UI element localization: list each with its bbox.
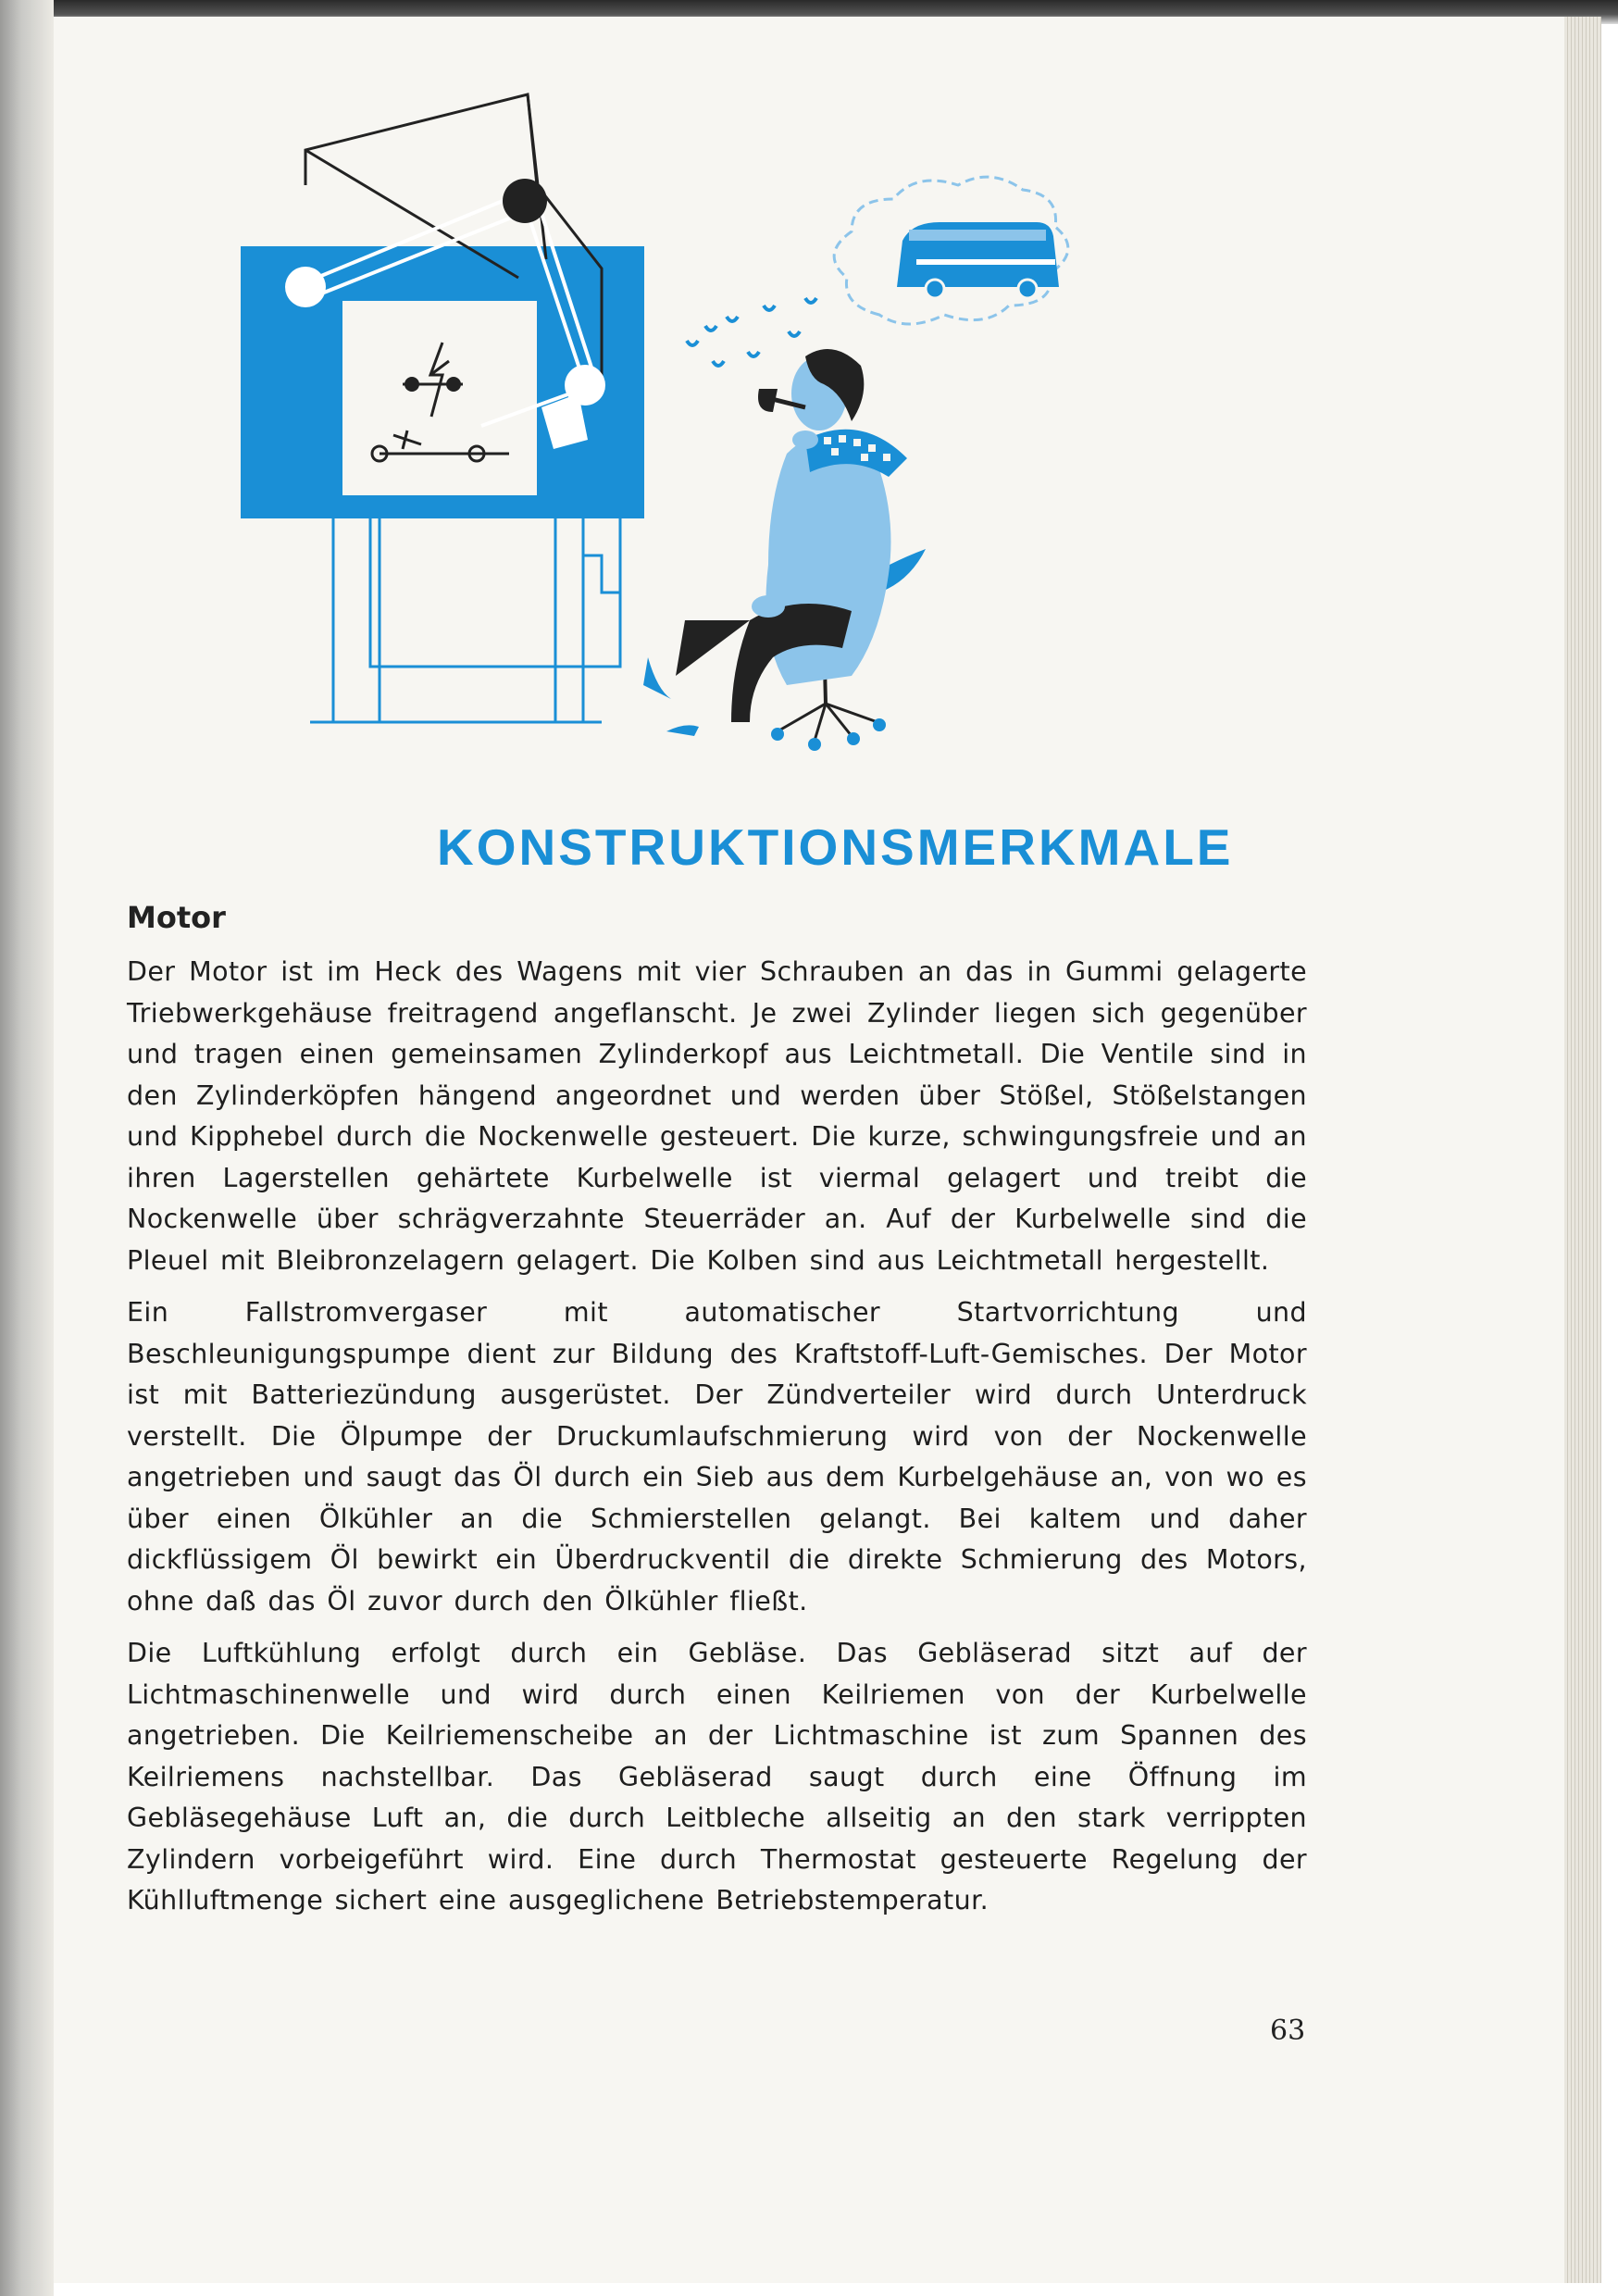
- body-text: [127, 952, 1307, 1933]
- page-stack-edge: [1564, 17, 1601, 2283]
- person-with-pipe-icon: [643, 349, 926, 751]
- smoke-icon: [687, 298, 816, 366]
- drafting-board-icon: [241, 94, 644, 722]
- paragraph: Ein Fallstromvergaser mit automatischer Startvorrichtung und Beschleunigungspumpe dient zur Bildung des Kraftstoff-Luft-Gemisches. Der Motor ist mit Batteriezündung ausgerüstet. Der Zündverteiler wird durch Unterdruck verstellt. Die Ölpumpe der Druckumlaufschmierung wird von der Nockenwelle angetrieben und saugt das Öl durch ein Sieb aus dem Kurbelgehäuse an, von wo es über einen Ölkühler an die Schmierstellen gelangt. Bei kaltem und daher dickflüssigem Öl bewirkt ein Überdruckventil die direkte Schmierung des Motors, ohne daß das Öl zuvor durch den Ölkühler fließt.: [127, 1297, 1307, 1616]
- van-icon: [897, 222, 1059, 298]
- binding-shadow: [0, 0, 54, 2296]
- page-number: 63: [1270, 2015, 1306, 2047]
- engineer-drafting-illustration: [213, 74, 1157, 787]
- subsection-heading: Motor: [127, 900, 226, 935]
- thought-bubble-icon: [834, 177, 1068, 324]
- paragraph: Der Motor ist im Heck des Wagens mit vier Schrauben an das in Gummi gelagerte Triebwerkgehäuse freitragend angeflanscht. Je zwei Zylinder liegen sich gegenüber und tragen einen gemeinsamen Zylinderkopf aus Leichtmetall. Die Ventile sind in den Zylinderköpfen hängend angeordnet und werden über Stößel, Stößelstangen und Kipphebel durch die Nockenwelle gesteuert. Die kurze, schwingungsfreie und an ihren Lagerstellen gehärtete Kurbelwelle ist viermal gelagert und treibt die Nockenwelle über schrägverzahnte Steuerräder an. Auf der Kurbelwelle sind die Pleuel mit Bleibronzelagern gelagert. Die Kolben sind aus Leichtmetall hergestellt.: [127, 956, 1307, 1276]
- paragraph: Die Luftkühlung erfolgt durch ein Gebläse. Das Gebläserad sitzt auf der Lichtmaschinenwelle und wird durch einen Keilriemen von der Kurbelwelle angetrieben. Die Keilriemenscheibe an der Lichtmaschine ist zum Spannen des Keilriemens nachstellbar. Das Gebläserad saugt durch eine Öffnung im Gebläsegehäuse Luft an, die durch Leitbleche allseitig an den stark verrippten Zylindern vorbeigeführt wird. Eine durch Thermostat gesteuerte Regelung der Kühlluftmenge sichert eine ausgeglichene Betriebstemperatur.: [127, 1638, 1307, 1915]
- section-heading: KONSTRUKTIONSMERKMALE: [437, 818, 1234, 876]
